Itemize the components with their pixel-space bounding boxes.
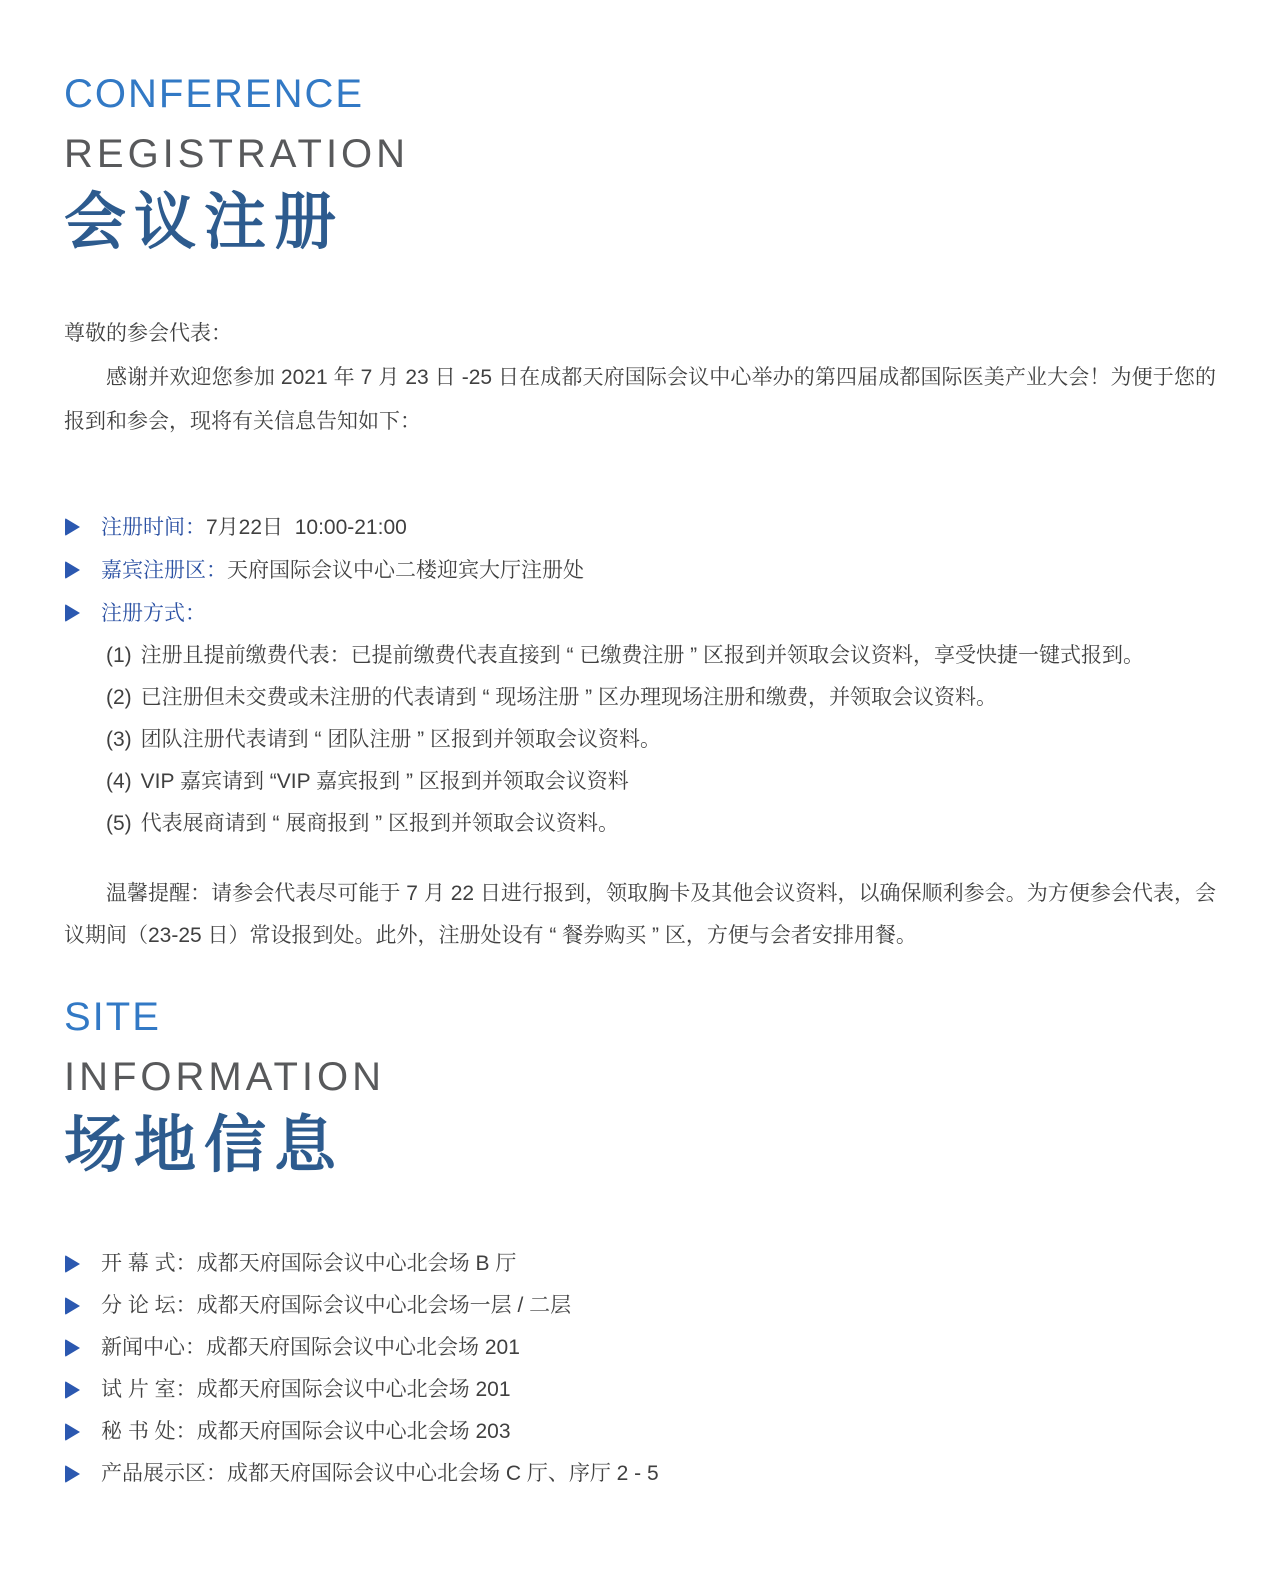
method-item-4	[64, 761, 1216, 803]
venue-item-screening-room	[64, 1369, 1216, 1411]
method-number: (3)	[106, 728, 132, 751]
heading-en-registration: REGISTRATION	[64, 132, 410, 176]
method-item-3	[64, 719, 1216, 761]
venue-item-product-showcase	[64, 1453, 1216, 1495]
venue-item-press-center	[64, 1327, 1216, 1369]
bullet-item-guest-registration-area	[64, 549, 1216, 592]
heading-en-conference: CONFERENCE	[64, 72, 365, 116]
triangle-bullet-icon	[65, 1339, 80, 1357]
triangle-bullet-icon	[65, 518, 80, 536]
method-number: (4)	[106, 770, 132, 793]
triangle-bullet-icon	[65, 1297, 80, 1315]
method-text: VIP 嘉宾请到 “VIP 嘉宾报到 ” 区报到并领取会议资料	[140, 770, 629, 793]
venue-label: 分 论 坛：	[101, 1294, 197, 1317]
bullet-label: 嘉宾注册区：	[101, 559, 227, 582]
venue-item-secretariat	[64, 1411, 1216, 1453]
registration-methods-list	[64, 635, 1216, 845]
triangle-bullet-icon	[65, 1423, 80, 1441]
bullet-item-registration-method	[64, 592, 1216, 635]
bullet-label: 注册时间：	[101, 516, 206, 539]
site-information-header	[64, 997, 1216, 1179]
venue-label: 秘 书 处：	[101, 1420, 197, 1443]
salutation: 尊敬的参会代表：	[64, 322, 232, 345]
method-item-5	[64, 803, 1216, 845]
triangle-bullet-icon	[65, 561, 80, 579]
method-number: (2)	[106, 686, 132, 709]
venue-value: 成都天府国际会议中心北会场 B 厅	[196, 1252, 517, 1275]
bullet-label: 注册方式：	[101, 602, 206, 625]
triangle-bullet-icon	[65, 604, 80, 622]
heading-cn-site-info: 场地信息	[64, 1111, 345, 1180]
triangle-bullet-icon	[65, 1255, 80, 1273]
venue-label: 试 片 室：	[101, 1378, 197, 1401]
method-number: (5)	[106, 812, 132, 835]
venue-value: 成都天府国际会议中心北会场 201	[206, 1336, 520, 1359]
venue-list	[64, 1243, 1216, 1495]
bullet-value: 7月22日 10:00-21:00	[206, 516, 407, 539]
triangle-bullet-icon	[65, 1465, 80, 1483]
intro-paragraph: 感谢并欢迎您参加 2021 年 7 月 23 日 -25 日在成都天府国际会议中心举办的第四届成都国际医美产业大会！为便于您的报到和参会，现将有关信息告知如下：	[64, 366, 1216, 433]
bullet-value: 天府国际会议中心二楼迎宾大厅注册处	[227, 559, 584, 582]
venue-value: 成都天府国际会议中心北会场 C 厅、序厅 2 - 5	[227, 1462, 659, 1485]
method-item-1	[64, 635, 1216, 677]
venue-item-sub-forums	[64, 1285, 1216, 1327]
triangle-bullet-icon	[65, 1381, 80, 1399]
venue-value: 成都天府国际会议中心北会场 201	[196, 1378, 511, 1401]
method-number: (1)	[106, 644, 132, 667]
heading-en-site: SITE	[64, 995, 161, 1039]
venue-label: 产品展示区：	[101, 1462, 227, 1485]
method-text: 已注册但未交费或未注册的代表请到 “ 现场注册 ” 区办理现场注册和缴费，并领取会议资料。	[140, 686, 997, 709]
venue-label: 新闻中心：	[101, 1336, 206, 1359]
conference-registration-header	[64, 0, 1216, 256]
bullet-item-registration-time	[64, 506, 1216, 549]
venue-value: 成都天府国际会议中心北会场 203	[196, 1420, 511, 1443]
venue-value: 成都天府国际会议中心北会场一层 / 二层	[196, 1294, 572, 1317]
venue-label: 开 幕 式：	[101, 1252, 197, 1275]
heading-en-information: INFORMATION	[64, 1055, 386, 1099]
method-text: 注册且提前缴费代表：已提前缴费代表直接到 “ 已缴费注册 ” 区报到并领取会议资料，享受快捷一键式报到。	[140, 644, 1144, 667]
venue-item-opening-ceremony	[64, 1243, 1216, 1285]
method-text: 代表展商请到 “ 展商报到 ” 区报到并领取会议资料。	[140, 812, 619, 835]
reminder-paragraph: 温馨提醒：请参会代表尽可能于 7 月 22 日进行报到，领取胸卡及其他会议资料，以确保顺利参会。为方便参会代表，会议期间（23-25 日）常设报到处。此外，注册处设有 “ 餐券购买 ” 区，方便与会者安排用餐。	[64, 882, 1216, 947]
heading-cn-registration: 会议注册	[64, 188, 345, 257]
registration-bullet-list	[64, 506, 1216, 635]
method-item-2	[64, 677, 1216, 719]
method-text: 团队注册代表请到 “ 团队注册 ” 区报到并领取会议资料。	[140, 728, 661, 751]
